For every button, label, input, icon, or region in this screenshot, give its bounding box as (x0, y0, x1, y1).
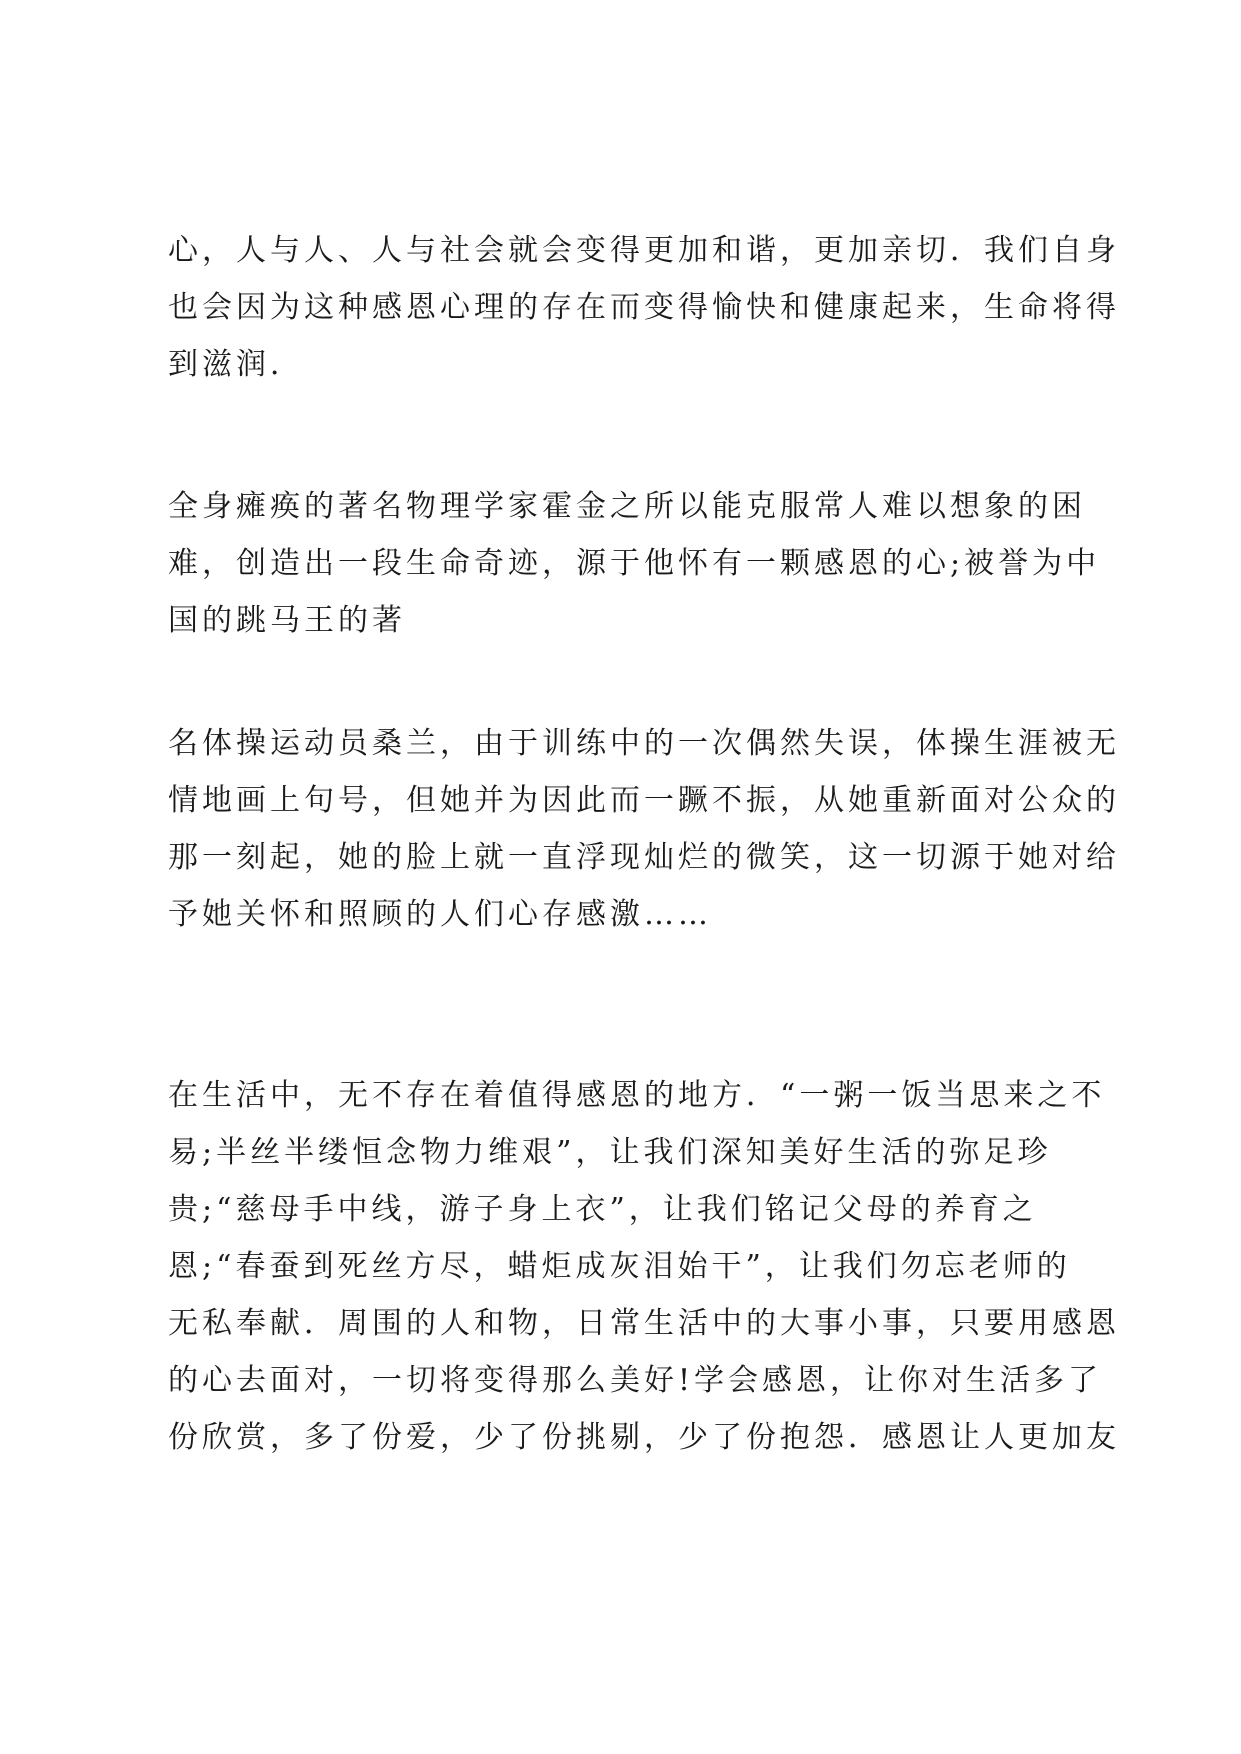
text-line: 到滋润． (168, 347, 304, 382)
text-line: 国的跳马王的著 (168, 603, 406, 638)
text-line: 那一刻起，她的脸上就一直浮现灿烂的微笑，这一切源于她对给 (168, 840, 1120, 875)
paragraph-gratitude-in-life (168, 1067, 1120, 1466)
text-line: 贵;“慈母手中线，游子身上衣”，让我们铭记父母的养育之 (168, 1192, 1037, 1227)
text-line: 在生活中，无不存在着值得感恩的地方．“一粥一饭当思来之不 (168, 1078, 1106, 1113)
text-line: 名体操运动员桑兰，由于训练中的一次偶然失误，体操生涯被无 (168, 726, 1120, 761)
paragraph-sang-lan (168, 715, 1120, 943)
paragraph-gratitude-harmony (168, 222, 1120, 393)
text-line: 全身瘫痪的著名物理学家霍金之所以能克服常人难以想象的困 (168, 489, 1086, 524)
paragraph-hawking (168, 478, 1101, 649)
text-line: 恩;“春蚕到死丝方尽，蜡炬成灰泪始干”，让我们勿忘老师的 (168, 1249, 1071, 1284)
text-line: 也会因为这种感恩心理的存在而变得愉快和健康起来，生命将得 (168, 290, 1120, 325)
text-line: 心，人与人、人与社会就会变得更加和谐，更加亲切．我们自身 (168, 233, 1120, 268)
text-line: 无私奉献．周围的人和物，日常生活中的大事小事，只要用感恩 (168, 1306, 1120, 1341)
text-line: 易;半丝半缕恒念物力维艰”，让我们深知美好生活的弥足珍 (168, 1135, 1052, 1170)
text-line: 予她关怀和照顾的人们心存感激…… (168, 897, 712, 932)
text-line: 份欣赏，多了份爱，少了份挑剔，少了份抱怨．感恩让人更加友 (168, 1420, 1120, 1455)
text-line: 的心去面对，一切将变得那么美好!学会感恩，让你对生活多了 (168, 1363, 1103, 1398)
text-line: 情地画上句号，但她并为因此而一蹶不振，从她重新面对公众的 (168, 783, 1120, 818)
text-line: 难，创造出一段生命奇迹，源于他怀有一颗感恩的心;被誉为中 (168, 546, 1101, 581)
